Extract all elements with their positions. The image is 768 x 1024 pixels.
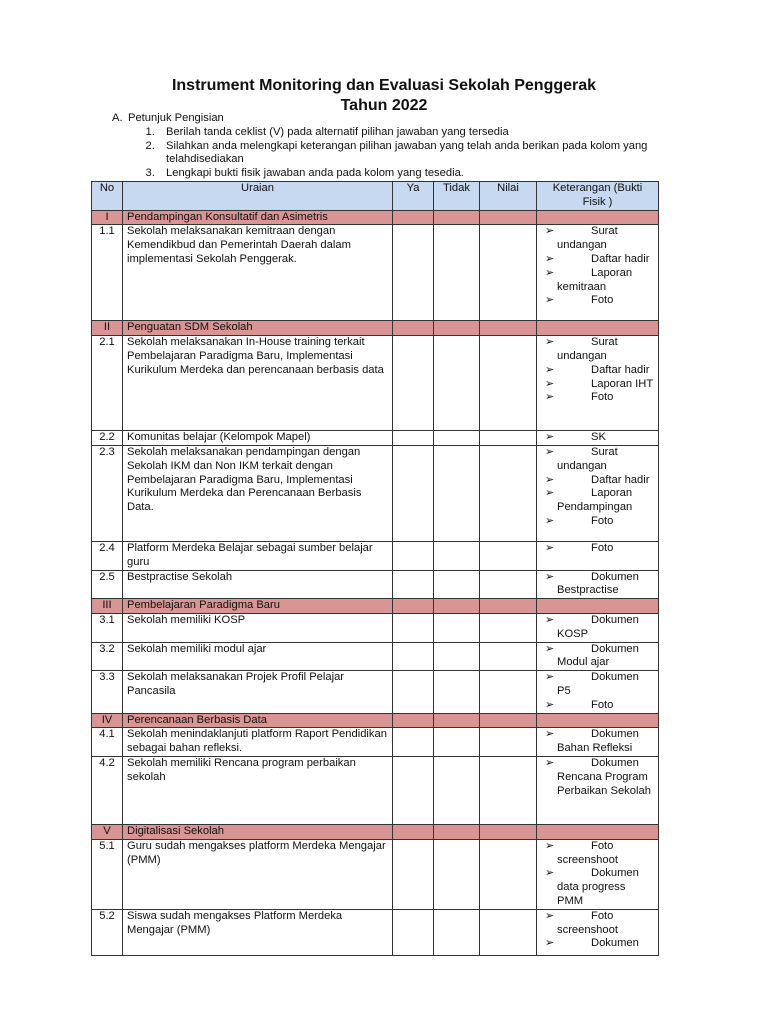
tidak-cell[interactable] xyxy=(434,613,480,642)
table-row xyxy=(92,431,659,446)
keterangan-cell xyxy=(537,225,659,321)
tidak-cell[interactable] xyxy=(434,225,480,321)
instruction-item: 2. Silahkan anda melengkapi keterangan pilihan jawaban yang telah anda berikan pada kolom yang telahdisediakan xyxy=(158,140,676,168)
evidence-text: Daftar hadir xyxy=(591,363,650,376)
keterangan-cell xyxy=(537,839,659,909)
arrowhead-bullet-icon: ➢ xyxy=(545,377,555,390)
instruction-item: 1. Berilah tanda ceklist (V) pada alternatif pilihan jawaban yang tersedia xyxy=(158,126,676,140)
tidak-cell[interactable] xyxy=(434,713,480,728)
nilai-cell[interactable] xyxy=(480,321,537,336)
evidence-text: Dokumen Rencana Program Perbaikan Sekolah xyxy=(557,756,651,797)
ya-cell[interactable] xyxy=(393,445,434,541)
row-number: 5.2 xyxy=(92,909,123,955)
row-description: Sekolah memiliki Rencana program perbaikan sekolah xyxy=(123,756,393,824)
row-description: Siswa sudah mengakses Platform Merdeka Mengajar (PMM) xyxy=(123,909,393,955)
evidence-item xyxy=(541,474,654,488)
arrowhead-bullet-icon: ➢ xyxy=(545,363,555,376)
evidence-text: Daftar hadir xyxy=(591,473,650,486)
evidence-item xyxy=(541,542,654,556)
arrowhead-bullet-icon: ➢ xyxy=(545,391,555,404)
ya-cell[interactable] xyxy=(393,713,434,728)
table-row xyxy=(92,613,659,642)
row-number: 3.1 xyxy=(92,613,123,642)
evidence-item xyxy=(541,225,654,253)
row-description: Sekolah melaksanakan kemitraan dengan Kemendikbud dan Pemerintah Daerah dalam implementasi Sekolah Penggerak. xyxy=(123,225,393,321)
evidence-text: Dokumen Modul ajar xyxy=(557,642,639,669)
nilai-cell[interactable] xyxy=(480,728,537,757)
row-number: IV xyxy=(92,713,123,728)
ya-cell[interactable] xyxy=(393,613,434,642)
nilai-cell[interactable] xyxy=(480,839,537,909)
section-title: Perencanaan Berbasis Data xyxy=(123,713,393,728)
row-description: Sekolah memiliki KOSP xyxy=(123,613,393,642)
col-header-uraian: Uraian xyxy=(123,182,393,211)
document-title: Instrument Monitoring dan Evaluasi Sekolah Penggerak Tahun 2022 xyxy=(171,77,597,114)
table-row xyxy=(92,839,659,909)
evidence-text: Foto xyxy=(591,391,614,404)
table-row xyxy=(92,642,659,671)
table-row xyxy=(92,541,659,570)
monitoring-table xyxy=(91,181,659,956)
evidence-item xyxy=(541,391,654,405)
evidence-text: Laporan IHT xyxy=(591,377,654,390)
section-row xyxy=(92,210,659,225)
row-number: III xyxy=(92,599,123,614)
section-row xyxy=(92,321,659,336)
nilai-cell[interactable] xyxy=(480,210,537,225)
tidak-cell[interactable] xyxy=(434,909,480,955)
evidence-item xyxy=(541,571,654,599)
arrowhead-bullet-icon: ➢ xyxy=(545,867,555,880)
evidence-text: Dokumen P5 xyxy=(557,671,639,697)
arrowhead-bullet-icon: ➢ xyxy=(545,671,555,684)
keterangan-cell xyxy=(537,210,659,225)
row-description: Komunitas belajar (Kelompok Mapel) xyxy=(123,431,393,446)
evidence-item xyxy=(541,614,654,642)
keterangan-cell xyxy=(537,321,659,336)
keterangan-cell xyxy=(537,336,659,431)
evidence-item xyxy=(541,671,654,699)
ya-cell[interactable] xyxy=(393,570,434,599)
nilai-cell[interactable] xyxy=(480,613,537,642)
nilai-cell[interactable] xyxy=(480,445,537,541)
nilai-cell[interactable] xyxy=(480,713,537,728)
col-header-ya: Ya xyxy=(393,182,434,211)
arrowhead-bullet-icon: ➢ xyxy=(545,266,555,279)
evidence-item xyxy=(541,431,654,445)
row-number: 2.3 xyxy=(92,445,123,541)
section-title: Pembelajaran Paradigma Baru xyxy=(123,599,393,614)
nilai-cell[interactable] xyxy=(480,756,537,824)
row-number: 2.2 xyxy=(92,431,123,446)
row-number: 1.1 xyxy=(92,225,123,321)
instructions-heading: Petunjuk Pengisian xyxy=(128,112,224,124)
ya-cell[interactable] xyxy=(393,728,434,757)
col-header-keterangan: Keterangan (Bukti Fisik ) xyxy=(537,182,659,211)
row-description: Sekolah melaksanakan Projek Profil Pelajar Pancasila xyxy=(123,671,393,713)
table-row xyxy=(92,671,659,713)
arrowhead-bullet-icon: ➢ xyxy=(545,541,555,554)
keterangan-cell xyxy=(537,445,659,541)
arrowhead-bullet-icon: ➢ xyxy=(545,698,555,711)
row-number: II xyxy=(92,321,123,336)
table-row xyxy=(92,445,659,541)
row-description: Bestpractise Sekolah xyxy=(123,570,393,599)
row-description: Sekolah memiliki modul ajar xyxy=(123,642,393,671)
keterangan-cell xyxy=(537,613,659,642)
ya-cell[interactable] xyxy=(393,336,434,431)
evidence-text: Dokumen KOSP xyxy=(557,613,639,640)
instruction-item: 3. Lengkapi bukti fisik jawaban anda pada kolom yang tesedia. xyxy=(158,167,676,181)
ya-cell[interactable] xyxy=(393,839,434,909)
arrowhead-bullet-icon: ➢ xyxy=(545,642,555,655)
keterangan-cell xyxy=(537,728,659,757)
table-row xyxy=(92,570,659,599)
evidence-text: Foto xyxy=(591,514,614,527)
ya-cell[interactable] xyxy=(393,225,434,321)
arrowhead-bullet-icon: ➢ xyxy=(545,839,555,852)
row-number: 4.2 xyxy=(92,756,123,824)
arrowhead-bullet-icon: ➢ xyxy=(545,294,555,307)
ya-cell[interactable] xyxy=(393,431,434,446)
ya-cell[interactable] xyxy=(393,756,434,824)
keterangan-cell xyxy=(537,642,659,671)
tidak-cell[interactable] xyxy=(434,756,480,824)
evidence-item xyxy=(541,728,654,756)
section-marker: A. xyxy=(112,112,123,124)
evidence-item xyxy=(541,378,654,392)
tidak-cell[interactable] xyxy=(434,445,480,541)
tidak-cell[interactable] xyxy=(434,431,480,446)
row-number: 2.4 xyxy=(92,541,123,570)
arrowhead-bullet-icon: ➢ xyxy=(545,613,555,626)
ya-cell[interactable] xyxy=(393,642,434,671)
arrowhead-bullet-icon: ➢ xyxy=(545,445,555,458)
row-number: 2.1 xyxy=(92,336,123,431)
table-row xyxy=(92,909,659,955)
evidence-item xyxy=(541,487,654,515)
row-description: Platform Merdeka Belajar sebagai sumber belajar guru xyxy=(123,541,393,570)
arrowhead-bullet-icon: ➢ xyxy=(545,756,555,769)
row-description: Sekolah melaksanakan pendampingan dengan Sekolah IKM dan Non IKM terkait dengan Pembelajaran Paradigma Baru, Implementasi Kurikulum Merdeka dan Perencanaan Berbasis Data. xyxy=(123,445,393,541)
ya-cell[interactable] xyxy=(393,321,434,336)
evidence-item xyxy=(541,336,654,364)
nilai-cell[interactable] xyxy=(480,336,537,431)
table-row xyxy=(92,728,659,757)
keterangan-cell xyxy=(537,570,659,599)
tidak-cell[interactable] xyxy=(434,541,480,570)
evidence-item xyxy=(541,267,654,295)
evidence-item xyxy=(541,757,654,798)
keterangan-cell xyxy=(537,824,659,839)
table-row xyxy=(92,756,659,824)
ya-cell[interactable] xyxy=(393,210,434,225)
arrowhead-bullet-icon: ➢ xyxy=(545,728,555,741)
section-title: Digitalisasi Sekolah xyxy=(123,824,393,839)
tidak-cell[interactable] xyxy=(434,728,480,757)
evidence-text: Laporan kemitraan xyxy=(557,266,633,293)
nilai-cell[interactable] xyxy=(480,671,537,713)
arrowhead-bullet-icon: ➢ xyxy=(545,473,555,486)
nilai-cell[interactable] xyxy=(480,599,537,614)
table-row xyxy=(92,336,659,431)
evidence-text: Foto xyxy=(591,698,614,711)
tidak-cell[interactable] xyxy=(434,336,480,431)
evidence-item xyxy=(541,294,654,308)
col-header-tidak: Tidak xyxy=(434,182,480,211)
section-title: Pendampingan Konsultatif dan Asimetris xyxy=(123,210,393,225)
row-description: Guru sudah mengakses platform Merdeka Mengajar (PMM) xyxy=(123,839,393,909)
evidence-item xyxy=(541,699,654,713)
row-number: 5.1 xyxy=(92,839,123,909)
arrowhead-bullet-icon: ➢ xyxy=(545,431,555,444)
arrowhead-bullet-icon: ➢ xyxy=(545,336,555,349)
tidak-cell[interactable] xyxy=(434,570,480,599)
keterangan-cell xyxy=(537,909,659,955)
evidence-text: SK xyxy=(591,431,606,444)
tidak-cell[interactable] xyxy=(434,824,480,839)
evidence-item xyxy=(541,253,654,267)
nilai-cell[interactable] xyxy=(480,909,537,955)
ya-cell[interactable] xyxy=(393,599,434,614)
tidak-cell[interactable] xyxy=(434,671,480,713)
row-number: 4.1 xyxy=(92,728,123,757)
col-header-nilai: Nilai xyxy=(480,182,537,211)
row-number: I xyxy=(92,210,123,225)
section-row xyxy=(92,599,659,614)
document-subtitle: Tahun 2022 xyxy=(340,97,428,114)
section-row xyxy=(92,824,659,839)
tidak-cell[interactable] xyxy=(434,321,480,336)
row-description: Sekolah menindaklanjuti platform Raport Pendidikan sebagai bahan refleksi. xyxy=(123,728,393,757)
evidence-item xyxy=(541,364,654,378)
tidak-cell[interactable] xyxy=(434,210,480,225)
section-title: Penguatan SDM Sekolah xyxy=(123,321,393,336)
keterangan-cell xyxy=(537,541,659,570)
evidence-text: Laporan Pendampingan xyxy=(557,487,633,514)
evidence-text: Dokumen Bestpractise xyxy=(557,570,639,597)
evidence-text: Foto screenshoot xyxy=(557,839,618,866)
arrowhead-bullet-icon: ➢ xyxy=(545,252,555,265)
instructions xyxy=(112,112,676,181)
ya-cell[interactable] xyxy=(393,909,434,955)
evidence-item xyxy=(541,867,654,908)
ya-cell[interactable] xyxy=(393,824,434,839)
evidence-text: Daftar hadir xyxy=(591,252,650,265)
keterangan-cell xyxy=(537,599,659,614)
nilai-cell[interactable] xyxy=(480,824,537,839)
keterangan-cell xyxy=(537,713,659,728)
keterangan-cell xyxy=(537,431,659,446)
table-row xyxy=(92,225,659,321)
evidence-item xyxy=(541,643,654,671)
evidence-text: Foto xyxy=(591,541,614,554)
evidence-item xyxy=(541,937,654,951)
evidence-text: Dokumen data progress PMM xyxy=(557,867,639,907)
arrowhead-bullet-icon: ➢ xyxy=(545,937,555,950)
row-description: Sekolah melaksanakan In-House training terkait Pembelajaran Paradigma Baru, Implementasi Kurikulum Merdeka dan perencanaan berbasis data xyxy=(123,336,393,431)
tidak-cell[interactable] xyxy=(434,599,480,614)
arrowhead-bullet-icon: ➢ xyxy=(545,570,555,583)
keterangan-cell xyxy=(537,756,659,824)
row-number: V xyxy=(92,824,123,839)
arrowhead-bullet-icon: ➢ xyxy=(545,514,555,527)
row-number: 3.2 xyxy=(92,642,123,671)
evidence-text: Foto screenshoot xyxy=(557,909,618,936)
evidence-text: Dokumen Bahan Refleksi xyxy=(557,728,639,755)
arrowhead-bullet-icon: ➢ xyxy=(545,909,555,922)
evidence-text: Surat undangan xyxy=(557,445,618,472)
evidence-item xyxy=(541,515,654,529)
evidence-text: Foto xyxy=(591,294,614,307)
nilai-cell[interactable] xyxy=(480,225,537,321)
ya-cell[interactable] xyxy=(393,541,434,570)
keterangan-cell xyxy=(537,671,659,713)
nilai-cell[interactable] xyxy=(480,541,537,570)
evidence-text: Dokumen xyxy=(591,937,639,950)
evidence-item xyxy=(541,446,654,474)
evidence-text: Surat undangan xyxy=(557,225,618,252)
nilai-cell[interactable] xyxy=(480,431,537,446)
row-number: 3.3 xyxy=(92,671,123,713)
row-number: 2.5 xyxy=(92,570,123,599)
evidence-text: Surat undangan xyxy=(557,336,618,362)
evidence-item xyxy=(541,910,654,938)
col-header-no: No xyxy=(92,182,123,211)
nilai-cell[interactable] xyxy=(480,642,537,671)
tidak-cell[interactable] xyxy=(434,642,480,671)
ya-cell[interactable] xyxy=(393,671,434,713)
arrowhead-bullet-icon: ➢ xyxy=(545,487,555,500)
arrowhead-bullet-icon: ➢ xyxy=(545,225,555,238)
evidence-item xyxy=(541,840,654,868)
tidak-cell[interactable] xyxy=(434,839,480,909)
nilai-cell[interactable] xyxy=(480,570,537,599)
section-row xyxy=(92,713,659,728)
